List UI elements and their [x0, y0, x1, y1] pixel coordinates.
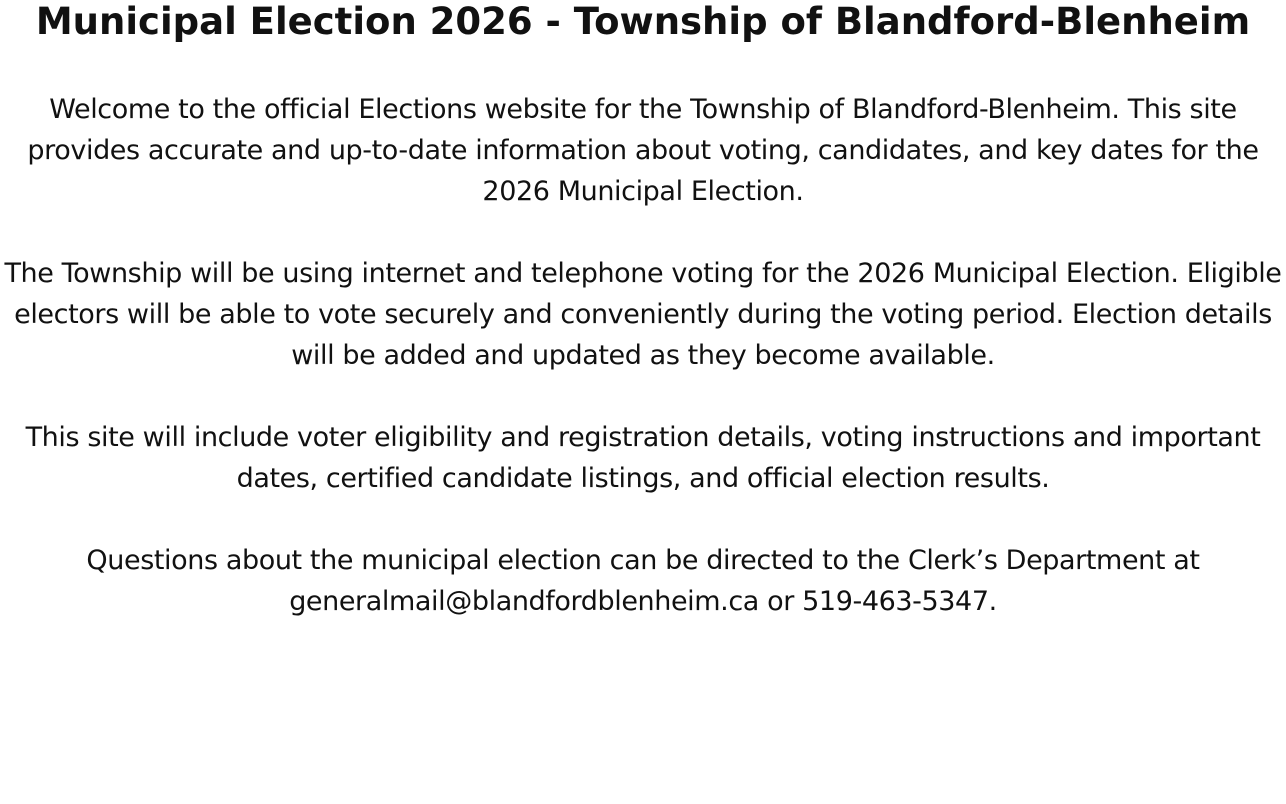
page-title: Municipal Election 2026 - Township of Blandford-Blenheim [35, 0, 1251, 43]
contact-phone: 519-463-5347 [802, 586, 989, 617]
intro-paragraph: Welcome to the official Elections website for the Township of Blandford-Blenheim. This site provides accurate and up-to-date information about voting, candidates, and key dates for the 2026 Municipal Election. [27, 94, 1259, 207]
contact-prefix: Questions about the municipal election can be directed to the Clerk’s Department at [86, 545, 1200, 576]
contact-email-link[interactable]: generalmail@blandfordblenheim.ca [289, 586, 759, 617]
contact-paragraph [4, 540, 1282, 622]
voting-method-paragraph: The Township will be using internet and telephone voting for the 2026 Municipal Election. Eligible electors will be able to vote securely and conveniently during the voting period. Election details will be added and updated as they become available. [4, 258, 1282, 371]
page-content [4, 89, 1282, 622]
contact-suffix: . [988, 586, 997, 617]
contact-connector: or [758, 586, 803, 617]
site-contents-paragraph: This site will include voter eligibility and registration details, voting instructions and important dates, certified candidate listings, and official election results. [25, 422, 1261, 494]
